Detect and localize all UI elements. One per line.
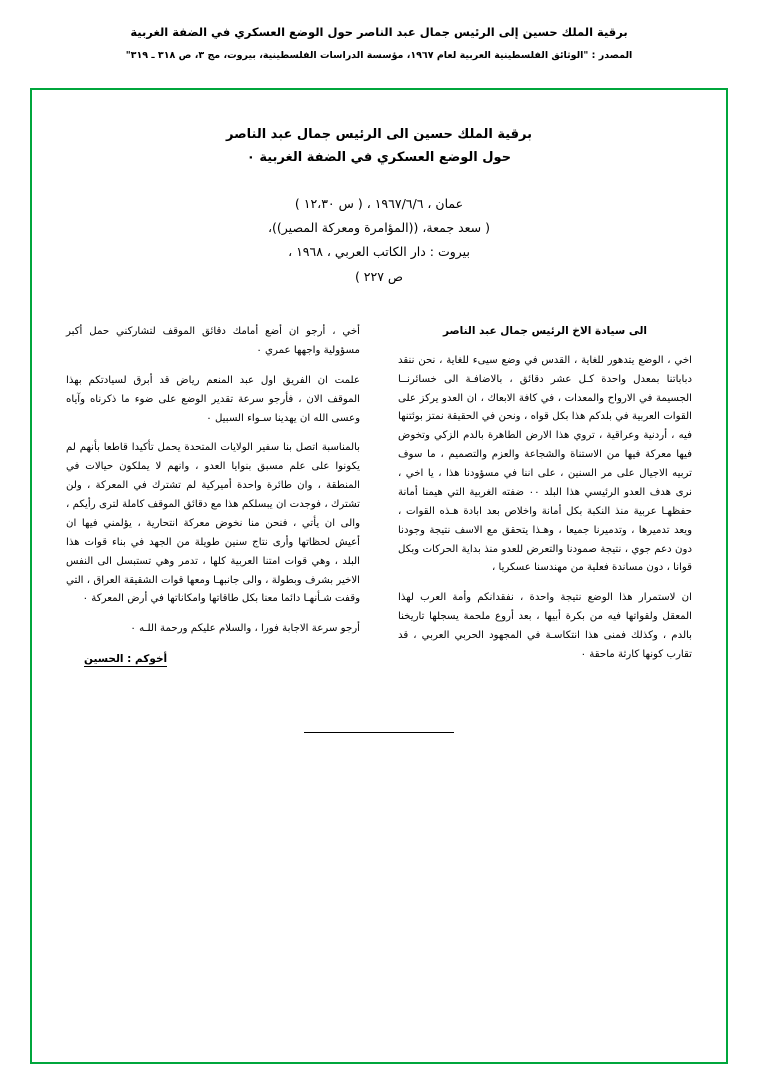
paragraph: أرجو سرعة الاجابة فورا ، والسلام عليكم ورحمة اللـه ٠ xyxy=(130,623,360,635)
paragraph: اخي ، الوضع يتدهور للغاية ، القدس في وضع سيىء للغاية ، نحن ننقد دباباتنا بمعدل واحدة كـل عشر دقائق ، بالاضافـة الى خسائرنــا الجسيمة في الارواح والمعدات ، في كافة الابعاك ، ان العدو يركز على القوات العربية في بلدكم هذا بكل قواه ، ونحن في الحقيقة نمتز بوئتنها فيه ، أردنية وعراقية ، تروي هذا الارض الطاهرة بالدم الزكي وتخوض فيها معركة فيها من الاستناة والشجاعة والعزم والتصميم ، ما سوف تربيه الاجيال على مر السنين ، على اننا في مسؤودنا هذا ، يا اخي ، نرى هدف العدو الرئيسي هذا البلد ٠٠ ضفته الغربية التي هيمنا أمانة حفظهـا عربية منذ النكبة بكل أمانة واخلاص بعد ابادة هـذه القوات ، ويعد تدميرها ، وتدميرنا جميعا ، وهـذا يتحقق مع الاسف نتيجة وجودنا دون دعم جوي ، نتيجة صمودنا والتعرض للعدو منذ بداية الحركات وبكل قوانا ، دون مساندة فعلية من مهندسنا عسكريا ، xyxy=(398,354,692,574)
column-right xyxy=(392,323,692,676)
bottom-rule-wrap xyxy=(66,706,692,733)
paragraph: ان لاستمرار هذا الوضع نتيجة واحدة ، نفقدانكم وأمة العرب لهذا المعقل ولقواتها فيه من بكرة أبيها ، بعد أروع ملحمة يسجلها تاريخنا بالدم ، وكذلك فمنى هذا انتكاسـة في المجهود الحربي العربي ، قد تقارب كونها كارثة ماحقة ٠ xyxy=(398,592,692,660)
paragraph: أخي ، أرجو ان أضع أمامك دقائق الموقف لتشاركني حمل أكبر مسؤولية واجهها عمري ٠ xyxy=(66,326,360,356)
recipient-line: الى سيادة الاخ الرئيس جمال عبد الناصر xyxy=(442,325,647,337)
green-border-frame xyxy=(30,88,728,1064)
telegram-heading xyxy=(66,124,692,170)
telegram-metadata xyxy=(66,192,692,290)
paragraph: بالمناسبة اتصل بنا سفير الولايات المتحدة يحمل تأكيدا قاطعا بأنهم لم يكونوا على علم مسبق بنوايا العدو ، وانهم لا يملكون حيالات في المنطقة ، وان طائرة واحدة أميركية لم تشترك في المعركة ، ولن تشترك ، فوجدت ان يبسلكم هذا مع دقائق الموقف كاملة لترى رأيكم ، والى ان يأتي ، فنحن منا نخوض معركة انتحارية ، يؤلمني فيها ان أعيش لحظاتها وأرى نتاج سنين طويلة من الجهد في بناء قوات هذا البلد ، وهي قوات امتنا العربية كلها ، تدمر وهي تستبسل الى النفس الاخير بشرف وبطولة ، والى جانبهـا ومعها قوات الشقيقة العراق ، التي وقفت شـأنهـا دائما معنا بكل طاقاتها وامكاناتها في أرض المعركة ٠ xyxy=(66,442,360,605)
signature-line xyxy=(66,653,360,667)
telegram-heading-line-1: برقية الملك حسين الى الرئيس جمال عبد الناصر xyxy=(225,127,532,142)
document-source: المصدر : "الوثائق الفلسطينية العربية لعام ١٩٦٧، مؤسسة الدراسات الفلسطينية، بيروت، مج ٣، ص ٣١٨ ـ ٣١٩" xyxy=(125,50,633,62)
paragraph: علمت ان الفريق اول عبد المنعم رياض قد أبرق لسيادتكم بهذا الموقف الان ، فأرجو سرعة تقدير الوضع على ضوء ما ذكرناه وآياه وعسى الله ان يهدينا سـواء السبيل ٠ xyxy=(66,374,360,424)
signature-text: أخوكم : الحسين xyxy=(84,653,168,666)
frame-content xyxy=(32,90,726,1062)
telegram-meta-line-4: ص ٢٢٧ ) xyxy=(354,268,404,284)
column-left xyxy=(66,323,366,676)
telegram-meta-line-2: ( سعد جمعة، ((المؤامرة ومعركة المصير))، xyxy=(268,219,490,235)
document-title: برقية الملك حسين إلى الرئيس جمال عبد الناصر حول الوضع العسكري في الضفة الغربية xyxy=(130,25,628,39)
body-columns xyxy=(66,323,692,676)
telegram-meta-line-3: بيروت : دار الكاتب العربي ، ١٩٦٨ ، xyxy=(288,244,470,260)
bottom-divider xyxy=(304,732,454,733)
telegram-heading-line-2: حول الوضع العسكري في الضفة الغربية ٠ xyxy=(246,149,512,165)
telegram-meta-line-1: عمان ، ١٩٦٧/٦/٦ ، ( س ١٢،٣٠ ) xyxy=(294,195,464,211)
document-header xyxy=(0,0,758,62)
